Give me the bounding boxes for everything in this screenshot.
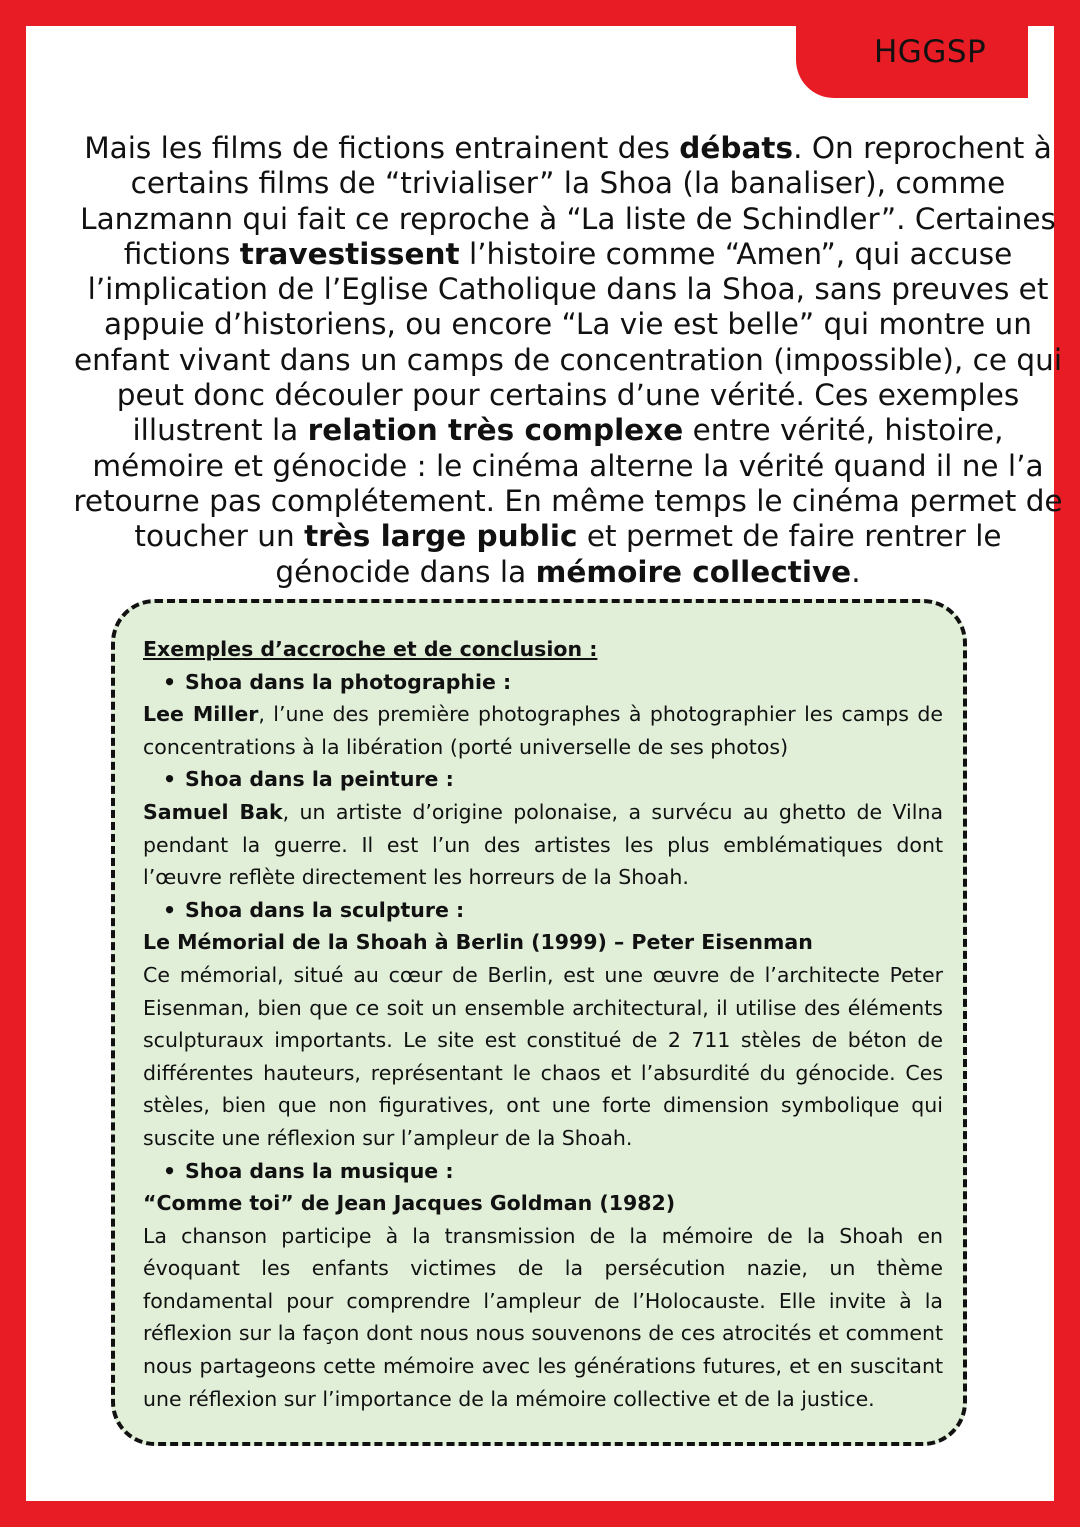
intro-bold: mémoire collective	[535, 554, 852, 589]
intro-text: entre vérité, histoire, mémoire et génocide : le cinéma alterne la vérité quand il ne l’a retourne pas complétement. En même temps le cinéma permet de toucher un	[73, 413, 1063, 554]
intro-text: l’histoire comme “Amen”, qui accuse l’implication de l’Eglise Catholique dans la Shoa, sans preuves et appuie d’historiens, ou encore “La vie est belle” qui montre un enfant vivant dans un camps de concentration (impossible), ce qui peut donc découler pour certains d’une vérité. Ces exemples illustrent la	[73, 236, 1063, 448]
intro-paragraph	[70, 131, 1066, 590]
intro-text: . On reprochent à certains films de “trivialiser” la Shoa (la banaliser), comme Lanzmann qui fait ce reproche à “La liste de Schindler”. Certaines fictions	[80, 131, 1056, 271]
section-heading-text: Shoa dans la sculpture :	[185, 897, 465, 922]
subject-tag-label: HGGSP	[874, 34, 987, 70]
section-subtitle: Le Mémorial de la Shoah à Berlin (1999) – Peter Eisenman	[143, 930, 813, 955]
section-text: Ce mémorial, situé au cœur de Berlin, est une œuvre de l’architecte Peter Eisenman, bien que ce soit un ensemble architectural, il utilise des éléments sculpturaux importants. Le site est constitué de 2 711 stèles de béton de différentes hauteurs, représentant le chaos et l’absurdité du génocide. Ces stèles, bien que non figuratives, ont une forte dimension symbolique qui suscite une réflexion sur l’ampleur de la Shoah.	[143, 962, 943, 1150]
examples-box	[111, 599, 967, 1446]
bullet-icon: •	[163, 767, 177, 792]
section-heading-text: Shoa dans la peinture :	[185, 767, 454, 792]
intro-bold: débats	[679, 131, 794, 165]
intro-text: .	[851, 554, 861, 589]
section-heading	[143, 666, 943, 699]
section-heading	[143, 763, 943, 796]
section-body: , un artiste d’origine polonaise, a survécu au ghetto de Vilna pendant la guerre. Il est l’un des artistes les plus emblématiques dont l’œuvre reflète directement les horreurs de la Shoah.	[143, 799, 944, 890]
section-subtitle: “Comme toi” de Jean Jacques Goldman (1982)	[143, 1191, 676, 1216]
section-text: La chanson participe à la transmission de la mémoire de la Shoah en évoquant les enfants victimes de la persécution nazie, un thème fondamental pour comprendre l’ampleur de l’Holocauste. Elle invite à la réflexion sur la façon dont nous nous souvenons de ces atrocités et comment nous partageons cette mémoire avec les générations futures, et en suscitant une réflexion sur l’importance de la mémoire collective et de la justice.	[143, 1223, 943, 1411]
subject-tag	[796, 26, 1028, 98]
intro-bold: relation très complexe	[307, 413, 684, 448]
bullet-icon: •	[163, 669, 177, 694]
intro-bold: très large public	[304, 519, 578, 554]
bullet-icon: •	[163, 897, 177, 922]
section-text	[143, 698, 943, 763]
section-heading-text: Shoa dans la photographie :	[185, 669, 512, 694]
bullet-icon: •	[163, 1158, 177, 1183]
section-heading	[143, 894, 943, 927]
examples-content	[143, 633, 943, 1415]
section-body: , l’une des première photographes à photographier les camps de concentrations à la libération (porté universelle de ses photos)	[143, 702, 943, 759]
intro-text: et permet de faire rentrer le génocide dans la	[275, 519, 1002, 589]
intro-bold: travestissent	[239, 236, 460, 271]
section-lead: Samuel Bak	[143, 799, 283, 824]
intro-text: Mais les films de fictions entrainent des	[84, 131, 680, 165]
section-text	[143, 796, 943, 894]
section-heading-text: Shoa dans la musique :	[185, 1158, 454, 1183]
section-heading	[143, 1155, 943, 1188]
section-lead: Lee Miller	[143, 702, 259, 727]
examples-title: Exemples d’accroche et de conclusion :	[143, 637, 598, 661]
